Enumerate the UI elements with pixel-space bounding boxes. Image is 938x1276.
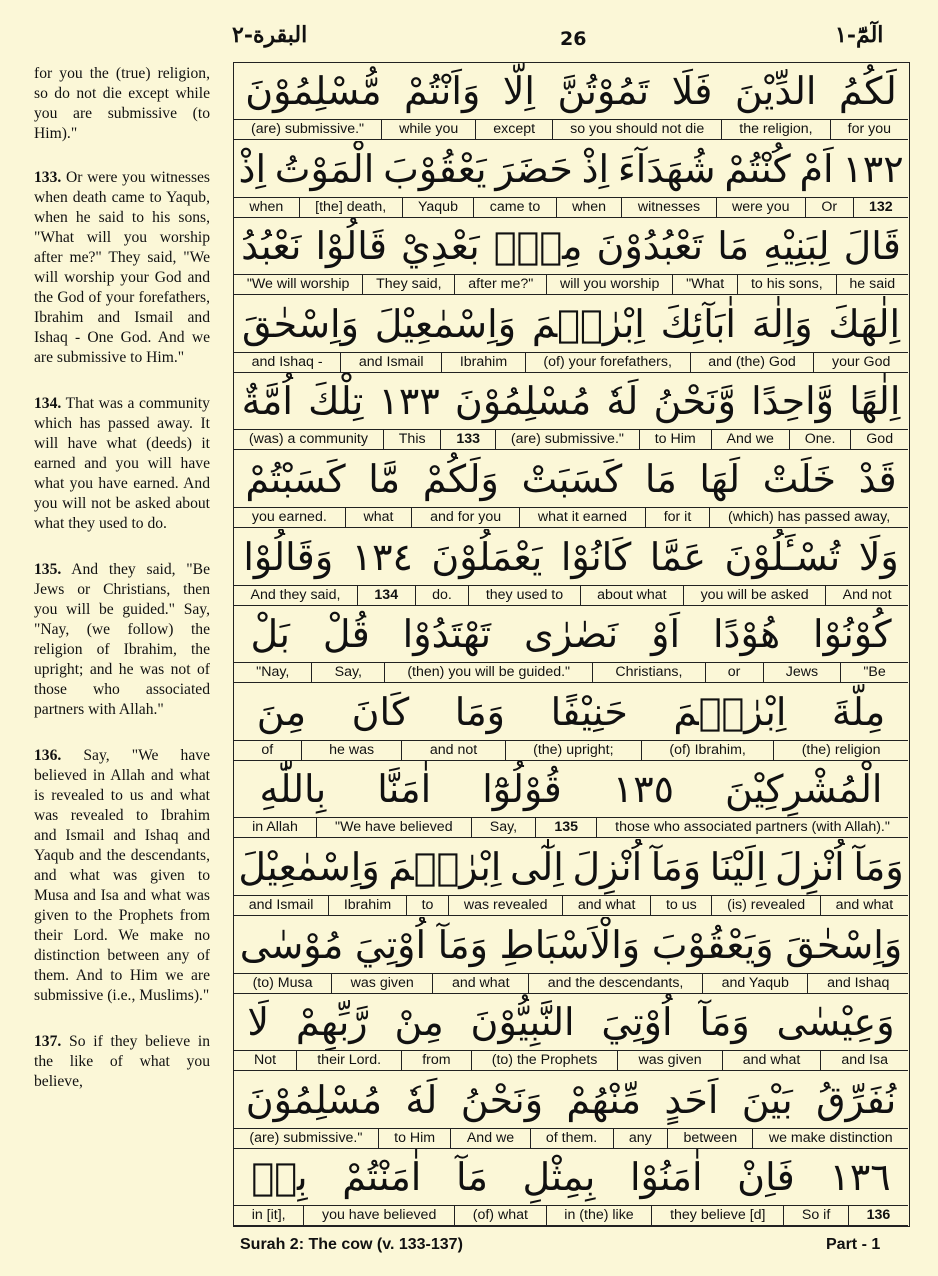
arabic-word: الْمَوْتُ	[274, 146, 375, 191]
arabic-word: اِبْرٰهٖمَ	[673, 689, 787, 734]
arabic-line	[234, 296, 908, 352]
arabic-word: النَّبِيُّوْنَ	[470, 1000, 575, 1045]
gloss-cell: from	[401, 1051, 470, 1070]
arabic-word: وَمَآ	[699, 1000, 750, 1045]
verse-row	[234, 451, 908, 529]
verse-row	[234, 296, 908, 374]
arabic-word: اِلٰهًا	[849, 379, 901, 424]
arabic-word: مُّسْلِمُوْنَ	[245, 69, 382, 113]
arabic-word: اٰمَنَّا	[377, 767, 432, 812]
gloss-cell: "Nay,	[256, 664, 290, 681]
arabic-word: مِّنْهُمْ	[566, 1077, 642, 1122]
arabic-word: اٰمَنُوْا	[629, 1155, 703, 1200]
gloss-line	[234, 507, 908, 528]
page-number: 26	[560, 28, 587, 50]
arabic-word: اِبْرٰهٖمَ	[531, 301, 645, 346]
arabic-word: مِنْ	[394, 1000, 444, 1045]
arabic-word: اُنْزِلَ	[775, 845, 845, 889]
arabic-word: وَعِيْسٰى	[776, 1000, 895, 1045]
surah-footer: Surah 2: The cow (v. 133-137)	[240, 1236, 463, 1253]
gloss-cell: they believe [d]	[651, 1206, 783, 1225]
arabic-word: قُوْلُوْٓا	[482, 767, 562, 812]
gloss-cell: or	[705, 663, 763, 682]
arabic-word: اِبْرٰهٖمَ	[388, 845, 502, 889]
arabic-word: اِلٰٓى	[509, 845, 564, 889]
arabic-word: يَعْمَلُوْنَ	[431, 534, 543, 579]
arabic-word: وَمَآ	[437, 922, 488, 967]
gloss-line	[234, 740, 908, 761]
gloss-cell: to us	[650, 896, 711, 915]
gloss-cell: the religion,	[721, 120, 829, 139]
arabic-line	[234, 684, 908, 740]
gloss-cell: And we	[711, 430, 789, 449]
gloss-cell: 136	[848, 1206, 908, 1225]
gloss-cell: to Him	[378, 1129, 451, 1148]
arabic-word: نَصٰرٰى	[524, 612, 619, 657]
gloss-cell: (are) submissive."	[495, 430, 639, 449]
arabic-word: حَنِيْفًا	[550, 689, 628, 734]
gloss-cell: and what	[432, 974, 528, 993]
arabic-word: بِهٖ	[251, 1155, 308, 1200]
gloss-cell: (to) Musa	[252, 974, 313, 991]
gloss-cell: Jews	[763, 663, 841, 682]
verse-row	[234, 529, 908, 607]
arabic-word: لَهٗ	[405, 1077, 438, 1122]
gloss-cell: witnesses	[621, 198, 715, 217]
arabic-word: كَانَ	[351, 689, 410, 734]
arabic-line	[234, 451, 908, 507]
gloss-cell: what it earned	[519, 508, 645, 527]
commentary-paragraph	[34, 168, 210, 368]
gloss-cell: 135	[535, 818, 596, 837]
gloss-cell: came to	[473, 198, 555, 217]
gloss-line	[234, 119, 908, 140]
arabic-word: وَقَالُوْا	[243, 534, 334, 579]
gloss-cell: after me?"	[454, 275, 546, 294]
gloss-cell: (of) your forefathers,	[525, 353, 690, 372]
gloss-cell: in (the) like	[546, 1206, 652, 1225]
arabic-word: ١٣٤	[351, 534, 413, 579]
gloss-cell: 132	[853, 198, 909, 217]
gloss-line	[234, 429, 908, 450]
arabic-word: اُوْتِيَ	[601, 1000, 673, 1045]
arabic-word: مِنْۢ	[493, 224, 583, 269]
arabic-word: لَهَا	[699, 457, 741, 501]
gloss-cell: "We will worship	[246, 276, 350, 293]
arabic-word: وَّنَحْنُ	[653, 379, 736, 424]
arabic-word: اِلَّا	[502, 69, 535, 113]
arabic-word: وَّاحِدًا	[751, 379, 835, 424]
commentary-paragraph	[34, 64, 210, 144]
gloss-cell: One.	[789, 430, 851, 449]
gloss-cell: (of) Ibrahim,	[641, 741, 773, 760]
gloss-cell: and what	[820, 896, 908, 915]
arabic-word: الْمُشْرِكِيْنَ	[725, 767, 883, 812]
arabic-word: لِبَنِيْهِ	[763, 224, 830, 269]
gloss-cell: (of) what	[454, 1206, 546, 1225]
gloss-cell: And not	[825, 586, 908, 605]
gloss-cell: were you	[716, 198, 805, 217]
verse-row	[234, 917, 908, 995]
gloss-cell: They said,	[362, 275, 454, 294]
arabic-word: بَعْدِيْ	[401, 224, 480, 269]
gloss-cell: 133	[440, 430, 494, 449]
arabic-line	[234, 606, 908, 662]
verse-number: 137.	[34, 1033, 62, 1050]
arabic-word: بَلْ	[250, 612, 290, 657]
verse-row	[234, 141, 908, 219]
arabic-word: ١٣٦	[829, 1155, 891, 1200]
arabic-word: اُنْزِلَ	[572, 845, 643, 889]
gloss-line	[234, 1128, 908, 1149]
gloss-cell: was revealed	[448, 896, 562, 915]
gloss-cell: you earned.	[251, 509, 327, 525]
arabic-word: ١٣٥	[612, 767, 675, 812]
arabic-line	[234, 218, 908, 274]
gloss-cell: those who associated partners (with Allah)."	[596, 818, 908, 837]
arabic-word: فَاِنْ	[737, 1155, 795, 1200]
gloss-cell: Yaqub	[402, 198, 474, 217]
arabic-word: مَا	[717, 224, 750, 269]
gloss-cell: (is) revealed	[711, 896, 820, 915]
arabic-word: كُوْنُوْا	[813, 612, 892, 657]
gloss-cell: was given	[331, 974, 432, 993]
arabic-word: وَنَحْنُ	[460, 1077, 544, 1122]
gloss-cell: Christians,	[592, 663, 704, 682]
arabic-word: بَيْنَ	[741, 1077, 793, 1122]
gloss-cell: do.	[415, 586, 469, 605]
gloss-cell: So if	[783, 1206, 848, 1225]
gloss-line	[234, 973, 908, 994]
arabic-word: اَحَدٍ	[664, 1077, 719, 1122]
gloss-cell: (the) religion	[773, 741, 908, 760]
gloss-cell: and Yaqub	[702, 974, 808, 993]
arabic-word: وَاِسْمٰعِيْلَ	[374, 301, 517, 346]
arabic-word: اِذْ	[581, 146, 610, 191]
arabic-word: اُوْتِيَ	[354, 922, 427, 967]
part-footer: Part - 1	[826, 1236, 881, 1253]
gloss-line	[234, 274, 908, 295]
word-by-word-grid	[233, 62, 910, 1227]
verse-row	[234, 1149, 908, 1227]
arabic-line	[234, 63, 908, 119]
arabic-word: مَا	[644, 457, 677, 501]
surah-name-header: البقرة-٢	[232, 22, 308, 48]
arabic-word: تَهْتَدُوْا	[402, 612, 492, 657]
gloss-cell: (which) has passed away,	[709, 508, 908, 527]
arabic-word: لَا	[247, 1000, 270, 1045]
gloss-cell: Ibrahim	[328, 896, 406, 915]
arabic-word: اِلَيْنَا	[709, 845, 767, 889]
arabic-word: اَمْ	[799, 146, 834, 191]
arabic-word: مُوْسٰى	[239, 922, 344, 967]
arabic-word: قُلْ	[322, 612, 370, 657]
commentary-paragraph	[34, 746, 210, 1006]
arabic-word: هُوْدًا	[712, 612, 781, 657]
gloss-cell: [the] death,	[299, 198, 402, 217]
arabic-word: بِاللّٰهِ	[259, 767, 327, 812]
gloss-cell: he said	[836, 275, 908, 294]
arabic-word: قَدْ	[858, 457, 897, 501]
arabic-word: وَاِسْحٰقَ	[241, 301, 359, 346]
arabic-word: وَاِلٰهَ	[751, 301, 813, 346]
gloss-cell: Ibrahim	[441, 353, 525, 372]
arabic-word: وَيَعْقُوْبَ	[651, 922, 774, 967]
juz-name-header: الٓمّٓ-١	[835, 22, 884, 48]
gloss-cell: was given	[617, 1051, 721, 1070]
arabic-word: اِلٰهَكَ	[828, 301, 901, 346]
gloss-cell: (are) submissive."	[251, 121, 365, 137]
arabic-line	[234, 1072, 908, 1128]
arabic-word: مُسْلِمُوْنَ	[245, 1077, 383, 1122]
arabic-word: وَاَنْتُمْ	[404, 69, 481, 113]
arabic-word: اٰبَآئِكَ	[660, 301, 736, 346]
arabic-word: نُفَرِّقُ	[816, 1077, 897, 1122]
arabic-word: لَهٗ	[606, 379, 639, 424]
gloss-cell: Say,	[311, 663, 384, 682]
arabic-word: وَلَكُمْ	[422, 457, 499, 501]
commentary-text: for you the (true) religion, so do not die except while you are submissive (to Him)."	[34, 65, 210, 142]
commentary-paragraph	[34, 560, 210, 720]
gloss-cell: in [it],	[251, 1207, 286, 1224]
gloss-cell: and Isa	[820, 1051, 908, 1070]
gloss-cell: (are) submissive."	[249, 1129, 363, 1146]
gloss-cell: God	[850, 430, 908, 449]
gloss-cell: Say,	[471, 818, 536, 837]
gloss-cell: to his sons,	[737, 275, 835, 294]
arabic-line	[234, 839, 908, 895]
gloss-line	[234, 895, 908, 916]
gloss-line	[234, 585, 908, 606]
arabic-word: وَمَآ	[650, 845, 702, 889]
commentary-paragraph	[34, 394, 210, 534]
arabic-word: وَمَآ	[853, 845, 904, 889]
gloss-cell: you will be asked	[683, 586, 825, 605]
gloss-cell: "Be	[840, 663, 908, 682]
arabic-word: مِلَّةَ	[831, 689, 886, 734]
arabic-word: مَآ	[455, 1155, 488, 1200]
gloss-cell: And they said,	[250, 586, 341, 603]
gloss-line	[234, 352, 908, 373]
gloss-cell: he was	[301, 741, 402, 760]
arabic-word: مَّا	[368, 457, 401, 501]
gloss-cell: while you	[381, 120, 475, 139]
gloss-cell: to Him	[639, 430, 711, 449]
arabic-word: وَاِسْمٰعِيْلَ	[238, 845, 380, 889]
verse-row	[234, 839, 908, 917]
gloss-cell: we make distinction	[752, 1129, 908, 1148]
arabic-word: فَلَا	[671, 69, 713, 113]
gloss-cell: and the descendants,	[528, 974, 702, 993]
commentary-text: Say, "We have believed in Allah and what is revealed to us and what was revealed to Ibrahim and Ismail and Ishaq and Yaqub and the descendants, and what was given to Musa and Isa and what was given to the Prophets from their Lord. We make no distinction between any of them. And to Him we are submissive (i.e., Muslims)."	[34, 747, 210, 1004]
gloss-cell: (then) you will be guided."	[384, 663, 592, 682]
gloss-cell: your God	[813, 353, 908, 372]
gloss-cell: and Ismail	[248, 897, 314, 913]
verse-row	[234, 63, 908, 141]
verse-number: 135.	[34, 561, 62, 578]
arabic-word: ١٣٢	[842, 146, 904, 191]
arabic-line	[234, 529, 908, 585]
verse-row	[234, 1072, 908, 1150]
arabic-word: تُسْـَٔلُوْنَ	[724, 534, 841, 579]
arabic-word: اُمَّةٌ	[241, 379, 293, 424]
arabic-word: لَكُمُ	[838, 69, 897, 113]
verse-row	[234, 606, 908, 684]
verse-row	[234, 218, 908, 296]
arabic-word: تِلْكَ	[308, 379, 364, 424]
gloss-cell: "We have believed	[316, 818, 471, 837]
verse-number: 134.	[34, 395, 62, 412]
arabic-word: كَانُوْا	[560, 534, 632, 579]
gloss-cell: when	[249, 198, 284, 215]
gloss-cell: and not	[401, 741, 504, 760]
verse-number: 133.	[34, 169, 62, 186]
arabic-word: وَاِسْحٰقَ	[785, 922, 903, 967]
commentary-text: Or were you witnesses when death came to Yaqub, when he said to his sons, "What will you worship after me?" They said, "We will worship your God and the God of your forefathers, Ibrahim and Ismail and Ishaq - One God. And we are submissive to Him."	[34, 169, 210, 366]
arabic-word: شُهَدَآءَ	[617, 146, 716, 191]
arabic-word: مِنَ	[256, 689, 307, 734]
commentary-paragraph	[34, 1032, 210, 1092]
gloss-line	[234, 817, 908, 838]
gloss-cell: except	[475, 120, 552, 139]
gloss-cell: And we	[450, 1129, 529, 1148]
gloss-cell: so you should not die	[552, 120, 721, 139]
gloss-cell: for you	[830, 120, 908, 139]
gloss-line	[234, 662, 908, 683]
arabic-word: تَمُوْتُنَّ	[557, 69, 650, 113]
arabic-word: مُسْلِمُوْنَ	[454, 379, 592, 424]
commentary-text: And they said, "Be Jews or Christians, then you will be guided." Say, "Nay, (we follow) the religion of Ibrahim, the upright; and he was not of those who associated partners with Allah."	[34, 561, 210, 718]
gloss-cell: Or	[805, 198, 853, 217]
gloss-cell: This	[383, 430, 441, 449]
arabic-word: اِذْ	[238, 146, 266, 191]
gloss-line	[234, 1050, 908, 1071]
gloss-cell: (to) the Prophets	[471, 1051, 618, 1070]
gloss-cell: you have believed	[303, 1206, 454, 1225]
gloss-cell: of	[261, 741, 274, 758]
arabic-word: وَلَا	[858, 534, 899, 579]
gloss-cell: "What	[672, 275, 737, 294]
arabic-line	[234, 994, 908, 1050]
arabic-word: اَوْ	[651, 612, 681, 657]
arabic-word: حَضَرَ	[495, 146, 573, 191]
gloss-cell: when	[556, 198, 622, 217]
arabic-word: كَسَبَتْ	[521, 457, 623, 501]
verse-row	[234, 761, 908, 839]
gloss-cell: and what	[722, 1051, 821, 1070]
gloss-cell: Not	[254, 1052, 277, 1069]
arabic-word: نَعْبُدُ	[241, 224, 302, 269]
gloss-cell: and Ishaq	[807, 974, 908, 993]
arabic-word: كَسَبْتُمْ	[245, 457, 346, 501]
gloss-cell: they used to	[468, 586, 579, 605]
gloss-cell: of them.	[530, 1129, 613, 1148]
arabic-word: قَالَ	[843, 224, 901, 269]
verse-row	[234, 373, 908, 451]
arabic-word: وَمَا	[454, 689, 506, 734]
arabic-line	[234, 373, 908, 429]
commentary-column	[34, 64, 210, 1118]
arabic-line	[234, 1149, 908, 1205]
gloss-line	[234, 197, 908, 218]
gloss-cell: about what	[580, 586, 683, 605]
arabic-word: الدِّيْنَ	[734, 69, 817, 113]
arabic-word: ١٣٣	[378, 379, 440, 424]
gloss-cell: and for you	[411, 508, 519, 527]
gloss-cell: between	[667, 1129, 752, 1148]
gloss-cell: what	[345, 508, 412, 527]
gloss-cell: and what	[562, 896, 650, 915]
arabic-word: عَمَّا	[649, 534, 707, 579]
arabic-word: اٰمَنْتُمْ	[342, 1155, 422, 1200]
arabic-word: قَالُوْا	[315, 224, 387, 269]
gloss-cell: will you worship	[546, 275, 672, 294]
arabic-word: خَلَتْ	[762, 457, 837, 501]
arabic-word: تَعْبُدُوْنَ	[596, 224, 704, 269]
arabic-word: كُنْتُمْ	[724, 146, 791, 191]
gloss-cell: 134	[357, 586, 415, 605]
gloss-cell: for it	[645, 508, 709, 527]
arabic-word: رَّبِّهِمْ	[295, 1000, 368, 1045]
arabic-word: وَالْاَسْبَاطِ	[499, 922, 641, 967]
gloss-cell: (the) upright;	[505, 741, 641, 760]
gloss-cell: to	[406, 896, 448, 915]
verse-row	[234, 994, 908, 1072]
gloss-cell: and Ismail	[340, 353, 441, 372]
verse-row	[234, 684, 908, 762]
gloss-cell: their Lord.	[296, 1051, 401, 1070]
verse-number: 136.	[34, 747, 62, 764]
arabic-line	[234, 761, 908, 817]
commentary-text: So if they believe in the like of what you believe,	[34, 1033, 210, 1090]
gloss-cell: any	[613, 1129, 668, 1148]
gloss-cell: and Ishaq -	[251, 353, 323, 370]
gloss-line	[234, 1205, 908, 1226]
arabic-word: يَعْقُوْبَ	[383, 146, 487, 191]
gloss-cell: (was) a community	[248, 431, 368, 448]
gloss-cell: in Allah	[252, 819, 298, 836]
gloss-cell: and (the) God	[690, 353, 814, 372]
arabic-line	[234, 917, 908, 973]
commentary-text: That was a community which has passed away. It will have what (deeds) it earned and you will have what you have earned. And you will not be asked about what they used to do.	[34, 395, 210, 532]
arabic-line	[234, 141, 908, 197]
arabic-word: بِمِثْلِ	[522, 1155, 596, 1200]
